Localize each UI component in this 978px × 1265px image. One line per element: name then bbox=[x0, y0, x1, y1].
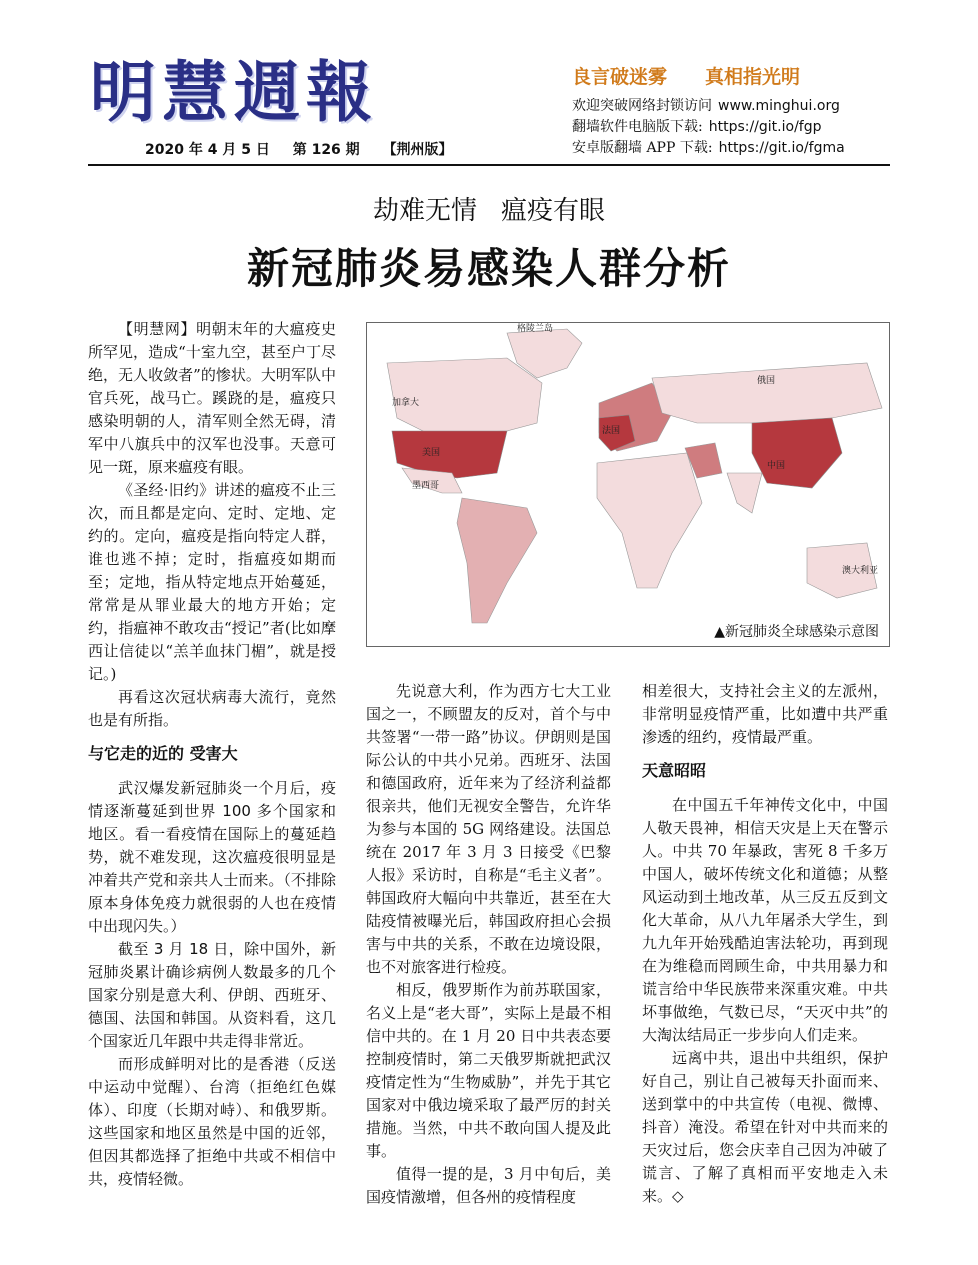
map-region-south-america bbox=[457, 498, 537, 623]
paragraph: 而形成鲜明对比的是香港（反送中运动中觉醒）、台湾（拒绝红色媒体）、印度（长期对峙）、和俄罗斯。这些国家和地区虽然是中国的近邻，但因其都选择了拒绝中共或不相信中共，疫情轻微。 bbox=[88, 1055, 336, 1188]
paragraph: 【明慧网】明朝末年的大瘟疫史所罕见，造成“十室九空，甚至户丁尽绝，无人收敛者”的惨状。大明军队中官兵死，战马亡。蹊跷的是，瘟疫只感染明朝的人，清军则全然无碍，清军中八旗兵中的汉军也没事。天意可见一斑，原来瘟疫有眼。 bbox=[88, 320, 336, 476]
slogans bbox=[572, 62, 838, 89]
issue-number: 第 126 期 bbox=[292, 142, 360, 158]
paragraph: 先说意大利，作为西方七大工业国之一，不顾盟友的反对，首个与中共签署“一带一路”协议。伊朗则是国际公认的中共小兄弟。西班牙、法国和德国政府，近年来为了经济利益都很亲共，他们无视安全警告，允许华为参与本国的 5G 网络建设。法国总统在 2017 年 3 月 3 日接受《巴黎人报》采访时，自称是“毛主义者”。韩国政府大幅向中共靠近，甚至在大陆疫情被曝光后，韩国政府担心会损害与中共的关系，不敢在边境设限，也不对旅客进行检疫。 bbox=[366, 682, 611, 976]
article-subhead bbox=[0, 190, 978, 227]
column-middle bbox=[366, 680, 611, 1209]
map-region-russia bbox=[652, 363, 882, 423]
map-label: 澳大利亚 bbox=[842, 566, 879, 576]
section-heading: 天意昭昭 bbox=[642, 761, 707, 780]
map-region-canada bbox=[387, 358, 542, 433]
access-label: 翻墙软件电脑版下载: bbox=[572, 119, 703, 135]
paragraph: 远离中共，退出中共组织，保护好自己，别让自己被每天扑面而来、送到掌中的中共宣传（电视、微博、抖音）淹没。希望在针对中共而来的天灾过后，您会庆幸自己因为冲破了谎言、了解了真相而平安地走入未来。◇ bbox=[642, 1049, 888, 1205]
slogan: 良言破迷雾 bbox=[572, 66, 668, 88]
header-divider bbox=[88, 164, 890, 166]
paragraph: 值得一提的是，3 月中旬后，美国疫情激增，但各州的疫情程度 bbox=[366, 1165, 611, 1206]
column-right bbox=[642, 680, 888, 1208]
access-url[interactable]: https://git.io/fgma bbox=[718, 140, 845, 156]
world-map bbox=[367, 323, 889, 646]
subhead-part: 瘟疫有眼 bbox=[501, 196, 606, 226]
issue-info bbox=[145, 139, 471, 159]
subhead-part: 劫难无情 bbox=[372, 196, 477, 226]
map-region-china bbox=[752, 418, 842, 488]
paragraph: 截至 3 月 18 日，除中国外，新冠肺炎累计确诊病例人数最多的几个国家分别是意大利、伊朗、西班牙、德国、法国和韩国。从资料看，这几个国家近几年跟中共走得非常近。 bbox=[88, 940, 336, 1050]
map-label: 墨西哥 bbox=[412, 481, 440, 491]
paragraph: 在中国五千年神传文化中，中国人敬天畏神，相信天灾是上天在警示人。中共 70 年暴政，害死 8 千多万中国人，破坏传统文化和道德；从整风运动到土地改革，从三反五反到文化大革命，从八九年屠杀大学生，到九九年开始残酷迫害法轮功，再到现在为维稳而罔顾生命，中共用暴力和谎言给中华民族带来深重灾难。中共坏事做绝，气数已尽，“天灭中共”的大淘汰结局正一步步向人们走来。 bbox=[642, 796, 888, 1044]
section-heading: 与它走的近的 受害大 bbox=[88, 744, 238, 763]
article-headline: 新冠肺炎易感染人群分析 bbox=[246, 244, 731, 293]
issue-date: 2020 年 4 月 5 日 bbox=[145, 142, 270, 158]
map-label: 法国 bbox=[602, 426, 621, 436]
access-line bbox=[572, 138, 845, 159]
infection-map bbox=[366, 322, 890, 647]
access-label: 欢迎突破网络封锁访问 bbox=[572, 98, 712, 114]
access-info bbox=[572, 96, 845, 159]
paragraph: 《圣经·旧约》讲述的瘟疫不止三次，而且都是定向、定时、定地、定约的。定向，瘟疫是指向特定人群，谁也逃不掉；定时，指瘟疫如期而至；定地，指从特定地点开始蔓延，常常是从罪业最大的地方开始；定约，指瘟神不敢攻击“授记”者(比如摩西让信徒以“羔羊血抹门楣”，就是授记。) bbox=[88, 481, 336, 683]
access-line bbox=[572, 117, 845, 138]
issue-edition: 【荆州版】 bbox=[382, 142, 453, 158]
masthead-title: 明慧週報 bbox=[90, 53, 378, 131]
map-label: 加拿大 bbox=[392, 398, 420, 408]
slogan: 真相指光明 bbox=[705, 66, 801, 88]
map-label: 美国 bbox=[422, 448, 441, 458]
column-left bbox=[88, 318, 336, 1191]
masthead-logo bbox=[90, 52, 520, 132]
map-caption: ▲新冠肺炎全球感染示意图 bbox=[714, 621, 879, 641]
map-label: 俄国 bbox=[757, 376, 776, 386]
map-label: 中国 bbox=[767, 461, 786, 471]
paragraph: 再看这次冠状病毒大流行，竟然也是有所指。 bbox=[88, 688, 336, 729]
paragraph: 相差很大，支持社会主义的左派州，非常明显疫情严重，比如遭中共严重渗透的纽约，疫情最严重。 bbox=[642, 682, 888, 746]
access-url[interactable]: www.minghui.org bbox=[718, 98, 840, 114]
map-region-africa bbox=[597, 453, 702, 588]
map-label: 格陵兰岛 bbox=[517, 324, 554, 334]
access-label: 安卓版翻墙 APP 下载: bbox=[572, 140, 713, 156]
paragraph: 相反，俄罗斯作为前苏联国家，名义上是“老大哥”，实际上是最不相信中共的。在 1 月 20 日中共表态要控制疫情时，第二天俄罗斯就把武汉疫情定性为“生物威胁”，并先于其它国家对中俄边境采取了最严厉的封关措施。当然，中共不敢向国人提及此事。 bbox=[366, 981, 611, 1160]
access-line bbox=[572, 96, 845, 117]
paragraph: 武汉爆发新冠肺炎一个月后，疫情逐渐蔓延到世界 100 多个国家和地区。看一看疫情在国际上的蔓延趋势，就不难发现，这次瘟疫很明显是冲着共产党和亲共人士而来。（不排除原本身体免疫力就很弱的人也在疫情中出现闪失。） bbox=[88, 779, 336, 935]
access-url[interactable]: https://git.io/fgp bbox=[708, 119, 822, 135]
map-region-india bbox=[727, 473, 762, 513]
